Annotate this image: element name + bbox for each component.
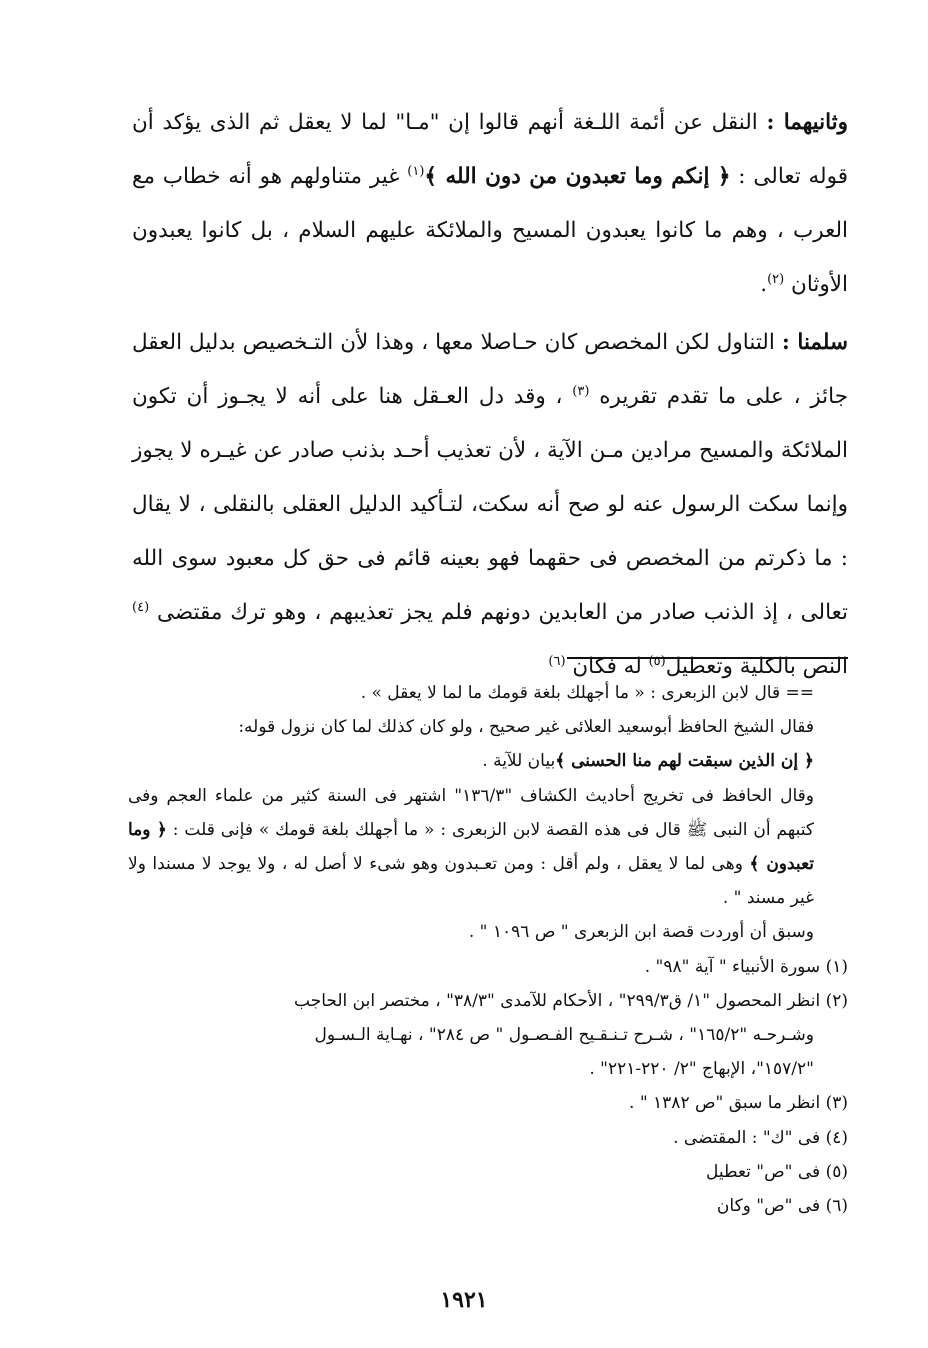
quran-quote-2: ﴿ إن الذين سبقت لهم منا الحسنى ﴾ bbox=[555, 751, 814, 772]
footnote-ref-2: (٢) bbox=[767, 271, 785, 287]
footnote-continued-line-2: فقال الشيخ الحافظ أبوسعيد العلائى غير صحيح ، ولو كان كذلك لما كان نزول قوله: bbox=[238, 717, 814, 738]
page-number: ١٩٢١ bbox=[440, 1287, 488, 1313]
footnote-4: (٤) فى "ك" : المقتضى . bbox=[673, 1127, 848, 1148]
footnote-2-line-3: "١٥٧/٢"، الإبهاج "٢/ ٢٢٠-٢٢١" . bbox=[589, 1059, 814, 1080]
quran-quote-1: ﴿ إنكم وما تعبدون من دون الله ﴾ bbox=[424, 164, 731, 189]
footnote-continued-line-last: وسبق أن أوردت قصة ابن الزبعرى " ص ١٠٩٦ " . bbox=[468, 922, 814, 943]
quran-quote-3: ﴿ وما تعبدون ﴾ bbox=[128, 819, 814, 875]
paragraph-2-text-c: النص بالكلية وتعطيل bbox=[665, 654, 848, 679]
footnote-2: (٢) انظر المحصول "١/ ق٢٩٩/٣" ، الأحكام للآمدى "٣٨/٣" ، مختصر ابن الحاجب bbox=[294, 990, 848, 1011]
paragraph-1-text-b: غير متناولهم هو أنه خطاب مع العرب ، وهم ما كانوا يعبدون المسيح والملائكة عليهم السلام ، بل كانوا يعبدون الأوثان bbox=[132, 164, 848, 297]
footnote-ref-1: (١) bbox=[407, 163, 425, 179]
footnote-separator bbox=[567, 657, 848, 659]
footnote-1: (١) سورة الأنبياء " آية "٩٨" . bbox=[644, 956, 848, 977]
footnote-ref-4: (٤) bbox=[132, 599, 150, 615]
footnote-continued-line-3-text: بيان للآية . bbox=[482, 751, 556, 772]
footnotes bbox=[128, 676, 848, 1223]
footnote-ref-5: (٥) bbox=[648, 653, 666, 669]
paragraph-2 bbox=[132, 316, 848, 694]
main-text bbox=[132, 96, 848, 694]
footnote-continued-text-b: وهى لما لا يعقل ، ولم أقل : ومن تعـبدون وهو شىء لا أصل له ، ولا يوجد لا مسندا ولا غير مسند " . bbox=[128, 854, 814, 909]
paragraph-2-text-a: التناول لكن المخصص كان حـاصلا معها ، وهذا لأن التـخصيص بدليل العقل جائز ، على ما تقدم تقريره bbox=[132, 330, 849, 409]
footnote-ref-3: (٣) bbox=[572, 383, 590, 399]
paragraph-1-text-c: . bbox=[760, 272, 768, 297]
footnote-6: (٦) فى "ص" وكان bbox=[716, 1196, 848, 1217]
footnote-3: (٣) انظر ما سبق "ص ١٣٨٢ " . bbox=[629, 1093, 848, 1114]
footnote-continued-line-3 bbox=[128, 744, 848, 778]
paragraph-1-text-a: النقل عن أئمة اللـغة أنهم قالوا إن "مـا" لما لا يعقل ثم الذى يؤكد أن قوله تعالى : bbox=[132, 110, 848, 189]
paragraph-1-lead: وثانيهما : bbox=[766, 110, 848, 135]
footnote-2-line-2: وشـرحـه "١٦٥/٢" ، شـرح تـنـقـيح الفـصـول " ص ٢٨٤" ، نهـاية الـسـول bbox=[314, 1025, 814, 1046]
footnote-continued-paragraph bbox=[128, 779, 848, 916]
paragraph-2-text-d: له فكان bbox=[565, 654, 649, 679]
paragraph-2-lead: سلمنا : bbox=[781, 330, 848, 355]
paragraph-2-text-b: ، وقد دل العـقل هنا على أنه لا يجـوز أن تكون الملائكة والمسيح مرادين مـن الآية ، لأن تعذيب أحـد بذنب صادر عن غيـره لا يجوز وإنما سكت الرسول عنه لو صح أنه سكت، لتـأكيد الدليل العقلى بالنقلى ، لا يقال : ما ذكرتم من المخصص فى حقهما فهو بعينه قائم فى حق كل معبود سوى الله تعالى ، إذ الذنب صادر من العابدين دونهم فلم يجز تعذيبهم ، وهو ترك مقتضى bbox=[132, 384, 848, 625]
paragraph-1 bbox=[132, 96, 848, 312]
footnote-ref-6: (٦) bbox=[548, 653, 566, 669]
footnote-5: (٥) فى "ص" تعطيل bbox=[706, 1161, 848, 1182]
footnote-continued-text-a: وقال الحافظ فى تخريج أحاديث الكشاف "١٣٦/٣" اشتهر فى السنة كثير من علماء العجم وفى كتبهم أن النبى ﷺ قال فى هذه القصة لابن الزبعرى : « ما أجهلك بلغة قومك » فإنى قلت : bbox=[128, 785, 815, 840]
footnote-continued-line-1: == قال لابن الزبعرى : « ما أجهلك بلغة قومك ما لما لا يعقل » . bbox=[360, 683, 814, 703]
